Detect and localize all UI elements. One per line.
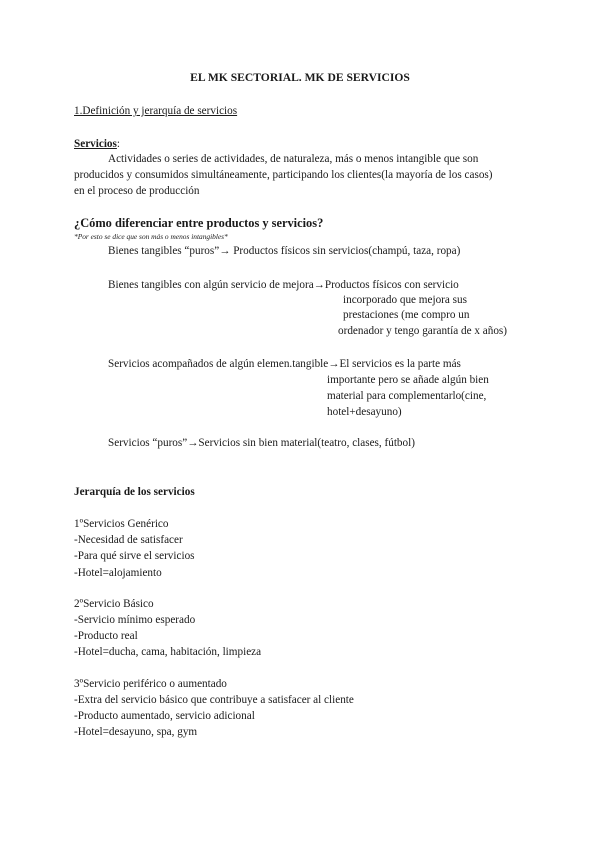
- list-item-pure-goods: Bienes tangibles “puros”→ Productos físicos sin servicios(champú, taza, ropa): [108, 245, 461, 257]
- hierarchy-group-title: 2ºServicio Básico: [74, 598, 154, 610]
- definition-line: producidos y consumidos simultáneamente, participando los clientes(la mayoría de los casos): [74, 169, 493, 181]
- list-item: -Extra del servicio básico que contribuye a satisfacer al cliente: [74, 694, 354, 706]
- list-item-pure-services: Servicios “puros”→Servicios sin bien material(teatro, clases, fútbol): [108, 437, 415, 449]
- list-item: -Producto aumentado, servicio adicional: [74, 710, 255, 722]
- list-item: -Servicio mínimo esperado: [74, 614, 196, 626]
- servicios-colon: :: [116, 138, 120, 150]
- list-item-continuation: prestaciones (me compro un: [343, 309, 470, 321]
- servicios-label: Servicios: [74, 138, 117, 150]
- list-item: -Hotel=desayuno, spa, gym: [74, 726, 198, 738]
- question-heading: ¿Cómo diferenciar entre productos y servicios?: [74, 216, 324, 230]
- hierarchy-heading: Jerarquía de los servicios: [74, 486, 195, 498]
- list-item-continuation: ordenador y tengo garantía de x años): [338, 325, 507, 337]
- list-item: -Hotel=ducha, cama, habitación, limpieza: [74, 646, 262, 658]
- list-item: -Producto real: [74, 630, 138, 642]
- section-heading-definition: 1.Definición y jerarquía de servicios: [74, 105, 238, 117]
- definition-line: Actividades o series de actividades, de naturaleza, más o menos intangible que son: [108, 153, 479, 165]
- list-item: -Hotel=alojamiento: [74, 567, 162, 579]
- servicios-heading: [74, 137, 120, 151]
- list-item-continuation: hotel+desayuno): [327, 406, 402, 418]
- definition-line: en el proceso de producción: [74, 185, 200, 197]
- hierarchy-group-title: 1ºServicios Genérico: [74, 518, 169, 530]
- list-item: -Necesidad de satisfacer: [74, 534, 183, 546]
- list-item-continuation: incorporado que mejora sus: [343, 294, 467, 306]
- list-item-services-with-tangible: Servicios acompañados de algún elemen.tangible→El servicios es la parte más: [108, 358, 461, 370]
- intangible-note: *Por esto se dice que son más o menos intangibles*: [74, 232, 228, 241]
- list-item-continuation: importante pero se añade algún bien: [327, 374, 489, 386]
- hierarchy-group-title: 3ºServicio periférico o aumentado: [74, 678, 227, 690]
- list-item-goods-with-service: Bienes tangibles con algún servicio de mejora→Productos físicos con servicio: [108, 279, 459, 291]
- list-item-continuation: material para complementarlo(cine,: [327, 390, 487, 402]
- list-item: -Para qué sirve el servicios: [74, 550, 195, 562]
- document-title: EL MK SECTORIAL. MK DE SERVICIOS: [190, 71, 410, 84]
